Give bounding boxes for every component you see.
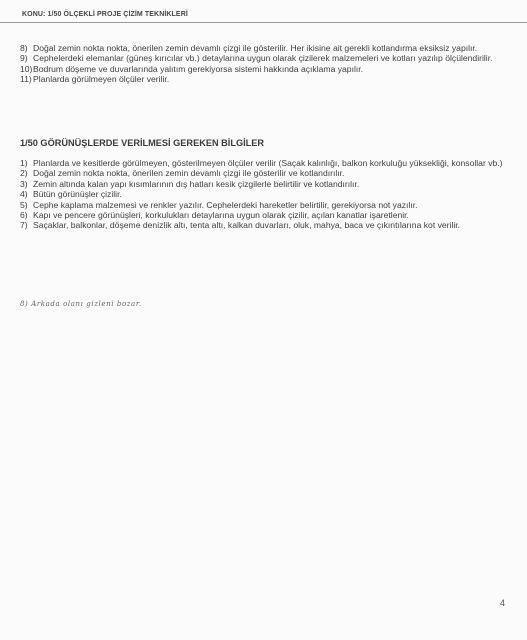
list-item xyxy=(20,210,504,220)
list-item-text: Kapı ve pencere görünüşleri, korkulukları detaylarına uygun olarak çizilir, açılan kanatlar işaretlenir. xyxy=(33,210,409,221)
list-item-number: 2) xyxy=(20,168,28,179)
list-item-number: 8) xyxy=(20,43,28,53)
list-item xyxy=(20,43,504,53)
list-item-text: Bütün görünüşler çizilir. xyxy=(33,189,122,200)
list-item-number: 9) xyxy=(20,53,28,64)
list-item xyxy=(20,189,504,199)
list-item-number: 6) xyxy=(20,210,28,221)
section-heading: 1/50 GÖRÜNÜŞLERDE VERİLMESİ GEREKEN BİLGİLER xyxy=(20,138,265,148)
list-item-text: Planlarda ve kesitlerde görülmeyen, gösterilmeyen ölçüler verilir (Saçak kalınlığı, balkon korkuluğu yüksekliği, konsollar vb.) xyxy=(33,158,503,168)
list-item-number: 5) xyxy=(20,199,28,210)
list-item-number: 7) xyxy=(20,220,28,231)
list-item xyxy=(20,158,504,168)
list-item-number: 1) xyxy=(20,158,28,168)
list-item-number: 11) xyxy=(20,74,32,85)
instruction-list-continued xyxy=(20,43,504,85)
list-item xyxy=(20,74,504,84)
list-item-text: Cephe kaplama malzemesi ve renkler yazılır. Cephelerdeki hareketler belirtilir, gerekiyorsa not yazılır. xyxy=(33,199,418,210)
list-item-text: Bodrum döşeme ve duvarlarında yalıtım gerekiyorsa sistemi hakkında açıklama yapılır. xyxy=(33,63,364,74)
document-header: KONU: 1/50 ÖLÇEKLİ PROJE ÇİZİM TEKNİKLERİ xyxy=(22,11,188,18)
handwritten-note: 8) Arkada olanı gizleni bozar. xyxy=(20,300,142,308)
page-number: 4 xyxy=(500,598,506,608)
list-item xyxy=(20,200,504,210)
list-item-number: 10) xyxy=(20,63,33,74)
list-item-text: Cephelerdeki elemanlar (güneş kırıcılar vb.) detaylarına uygun olarak çizilerek malzemeleri ve kotları yazılıp ölçülendirilir. xyxy=(33,53,493,64)
list-item-text: Planlarda görülmeyen ölçüler verilir. xyxy=(33,74,170,85)
header-divider xyxy=(0,22,527,23)
list-item-text: Doğal zemin nokta nokta, önerilen zemin devamlı çizgi ile gösterilir ve kotlandırılır. xyxy=(33,168,345,179)
elevation-info-list xyxy=(20,158,504,231)
list-item xyxy=(20,220,504,230)
list-item-text: Doğal zemin nokta nokta, önerilen zemin devamlı çizgi ile gösterilir. Her ikisine ait gerekli kotlandırma eksiksiz yapılır. xyxy=(33,43,478,53)
list-item xyxy=(20,168,504,178)
list-item xyxy=(20,179,504,189)
list-item xyxy=(20,64,504,74)
list-item-number: 4) xyxy=(20,189,28,200)
list-item-text: Zemin altında kalan yapı kısımlarının dış hatları kesik çizgilerle belirtilir ve kotlandırılır. xyxy=(33,178,360,189)
list-item-text: Saçaklar, balkonlar, döşeme denizlik altı, tenta altı, kalkan duvarları, oluk, mahya, baca ve çıkıntılarına kot verilir. xyxy=(33,220,461,231)
list-item-number: 3) xyxy=(20,178,28,189)
list-item xyxy=(20,53,504,63)
